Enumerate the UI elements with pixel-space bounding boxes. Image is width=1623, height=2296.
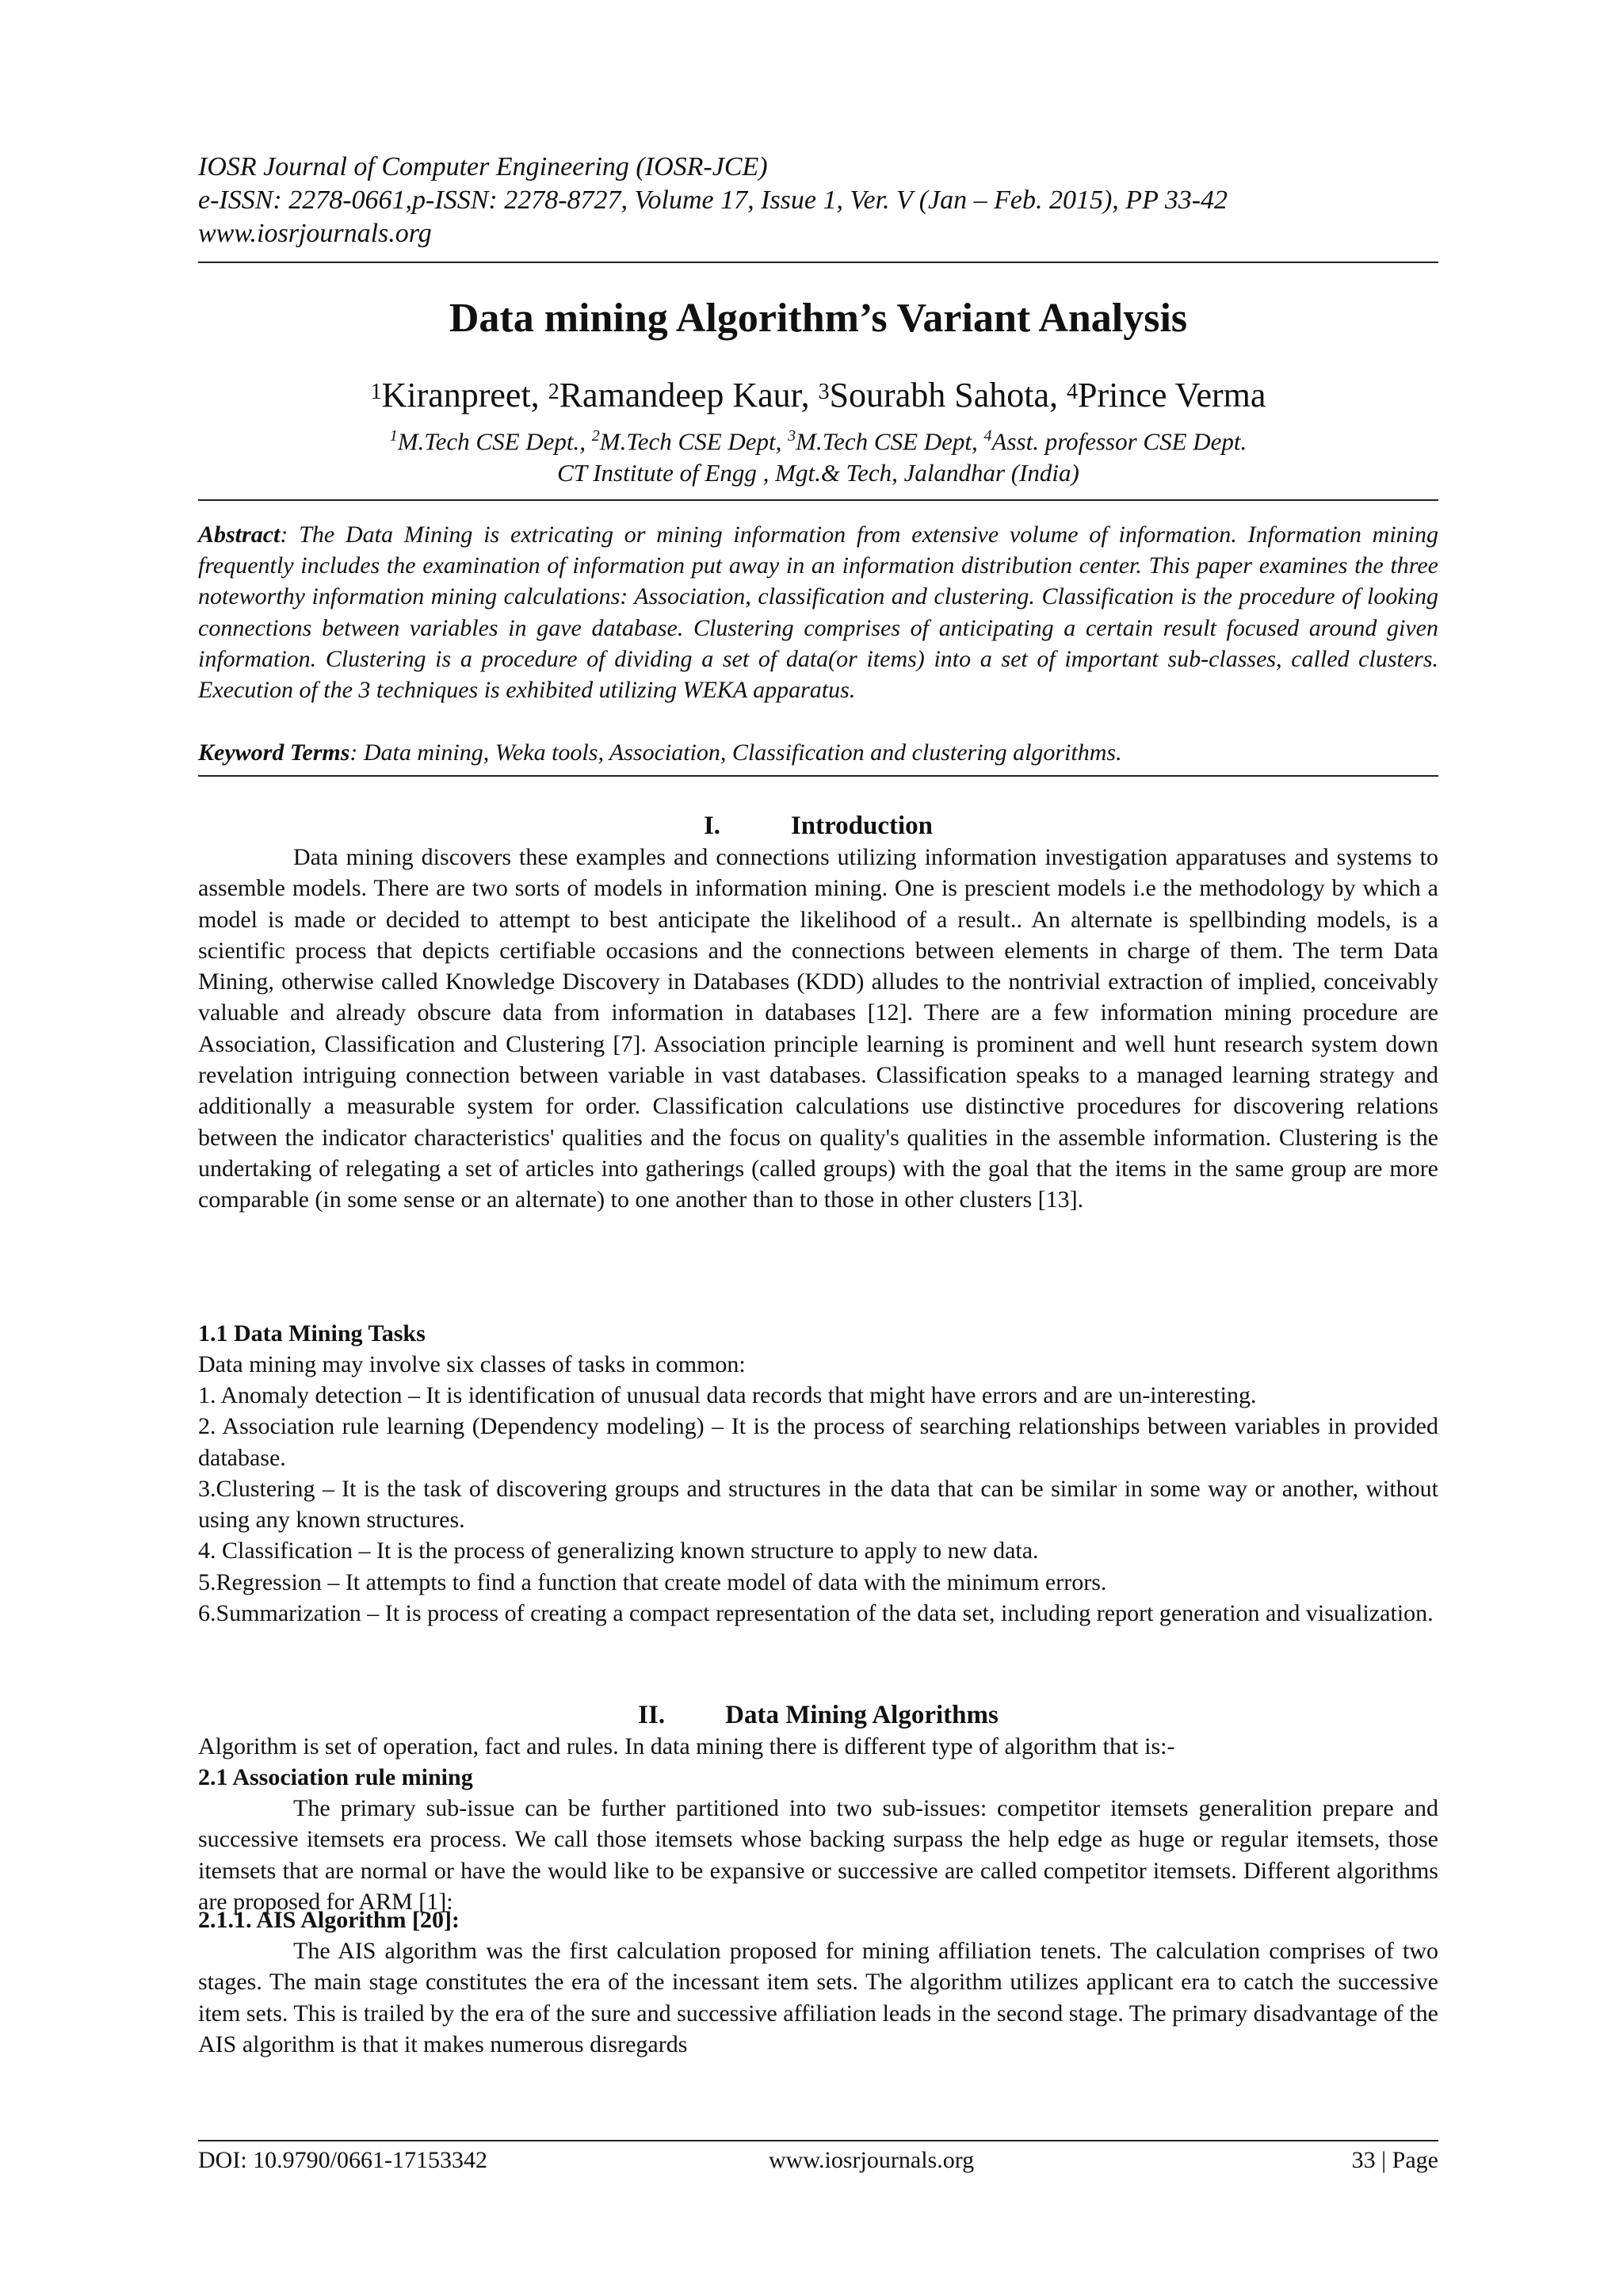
algorithms-intro: Algorithm is set of operation, fact and rules. In data mining there is different type of algorithm that is:- (198, 1733, 1175, 1759)
journal-header (198, 151, 1228, 250)
abstract-bottom-rule (198, 775, 1438, 777)
footer-website: www.iosrjournals.org (769, 2147, 975, 2173)
footer-doi: DOI: 10.9790/0661-17153342 (198, 2147, 487, 2173)
ais-paragraph: The AIS algorithm was the first calculation proposed for mining affiliation tenets. The calculation comprises of two stages. The main stage constitutes the era of the incessant item sets. The algorithm utilizes applicant era to catch the successive item sets. This is trailed by the era of the sure and successive affiliation leads in the second stage. The primary disadvantage of the AIS algorithm is that it makes numerous disregards (198, 1938, 1438, 2057)
keywords-text: : Data mining, Weka tools, Association, Classification and clustering algorithms. (349, 739, 1122, 766)
affiliations (198, 420, 1438, 489)
list-item: 2. Association rule learning (Dependency modeling) – It is the process of searching relationships between variables in provided database. (198, 1413, 1438, 1471)
institute: CT Institute of Engg , Mgt.& Tech, Jalandhar (India) (557, 459, 1079, 487)
keywords-label: Keyword Terms (198, 739, 350, 766)
author: $^2$Ramandeep Kaur, (548, 376, 819, 415)
journal-name: IOSR Journal of Computer Engineering (IOSR-JCE) (198, 152, 768, 181)
introduction-paragraph: Data mining discovers these examples and connections utilizing information investigation apparatuses and systems to assemble models. There are two sorts of models in information mining. One is prescient models i.e the methodology by which a model is made or decided to attempt to best anticipate the likelihood of a result.. An alternate is spellbinding models, is a scientific process that depicts certifiable occasions and the connections between elements in charge of them. The term Data Mining, otherwise called Knowledge Discovery in Databases (KDD) alludes to the nontrivial extraction of implied, conceivably valuable and already obscure data from information in databases [12]. There are a few information mining procedure are Association, Classification and Clustering [7]. Association principle learning is prominent and well hunt research system down revelation intriguing connection between variable in vast databases. Classification speaks to a managed learning strategy and additionally a measurable system for order. Classification calculations use distinctive procedures for discovering relations between the indicator characteristics' qualities and the focus on quality's qualities in the assemble information. Clustering is the undertaking of relegating a set of articles into gatherings (called groups) with the goal that the items in the same group are more comparable (in some sense or an alternate) to one another than to those in other clusters [13]. (198, 844, 1438, 1213)
subsubsection-heading-ais: 2.1.1. AIS Algorithm [20]: (198, 1907, 460, 1933)
author: $^4$Prince Verma (1066, 376, 1266, 415)
list-item: 5.Regression – It attempts to find a function that create model of data with the minimum errors. (198, 1568, 1107, 1595)
paper-title: Data mining Algorithm’s Variant Analysis (449, 296, 1188, 341)
footer-page-number: 33 | Page (1351, 2147, 1438, 2173)
abstract-top-rule (198, 499, 1438, 501)
list-item: 4. Classification – It is the process of generalizing known structure to apply to new data. (198, 1538, 1039, 1564)
list-item: 6.Summarization – It is process of creating a compact representation of the data set, including report generation and visualization. (198, 1600, 1434, 1627)
section-heading-introduction: I. Introduction (703, 812, 934, 840)
list-item: 3.Clustering – It is the task of discovering groups and structures in the data that can be similar in some way or another, without using any known structures. (198, 1475, 1438, 1534)
keywords (198, 737, 1438, 768)
affiliation-depts: $^1$M.Tech CSE Dept., $^2$M.Tech CSE Dept, $^3$M.Tech CSE Dept, $^4$Asst. professor CSE Dept. (389, 427, 1247, 456)
abstract (198, 519, 1438, 705)
abstract-text: : The Data Mining is extricating or mining information from extensive volume of information. Information mining frequently includes the examination of information put away in an information distribution center. This paper examines the three noteworthy information mining calculations: Association, classification and clustering. Classification is the procedure of looking connections between variables in gave database. Clustering comprises of anticipating a certain result focused around given information. Clustering is a procedure of dividing a set of data(or items) into a set of important sub-classes, called clusters. Execution of the 3 techniques is exhibited utilizing WEKA apparatus. (198, 521, 1438, 704)
author-list (198, 374, 1438, 417)
footer-rule (198, 2140, 1438, 2141)
subsection-heading-tasks: 1.1 Data Mining Tasks (198, 1320, 426, 1347)
journal-website: www.iosrjournals.org (198, 219, 432, 248)
header-rule (198, 262, 1438, 263)
tasks-intro: Data mining may involve six classes of tasks in common: (198, 1351, 746, 1377)
section-heading-algorithms: II. Data Mining Algorithms (638, 1701, 999, 1729)
abstract-label: Abstract (198, 521, 281, 548)
journal-issn: e-ISSN: 2278-0661,p-ISSN: 2278-8727, Volume 17, Issue 1, Ver. V (Jan – Feb. 2015), PP 33-42 (198, 185, 1228, 215)
author: $^1$Kiranpreet, (370, 376, 548, 415)
author: $^3$Sourabh Sahota, (818, 376, 1067, 415)
list-item: 1. Anomaly detection – It is identification of unusual data records that might have errors and are un-interesting. (198, 1382, 1257, 1408)
subsection-heading-association: 2.1 Association rule mining (198, 1764, 473, 1790)
association-paragraph: The primary sub-issue can be further partitioned into two sub-issues: competitor itemsets generalition prepare and successive itemsets era process. We call those itemsets whose backing surpass the help edge as huge or regular itemsets, those itemsets that are normal or have the would like to be expansive or successive are called competitor itemsets. Different algorithms are proposed for ARM [1]: (198, 1795, 1438, 1915)
tasks-list (198, 1380, 1438, 1629)
